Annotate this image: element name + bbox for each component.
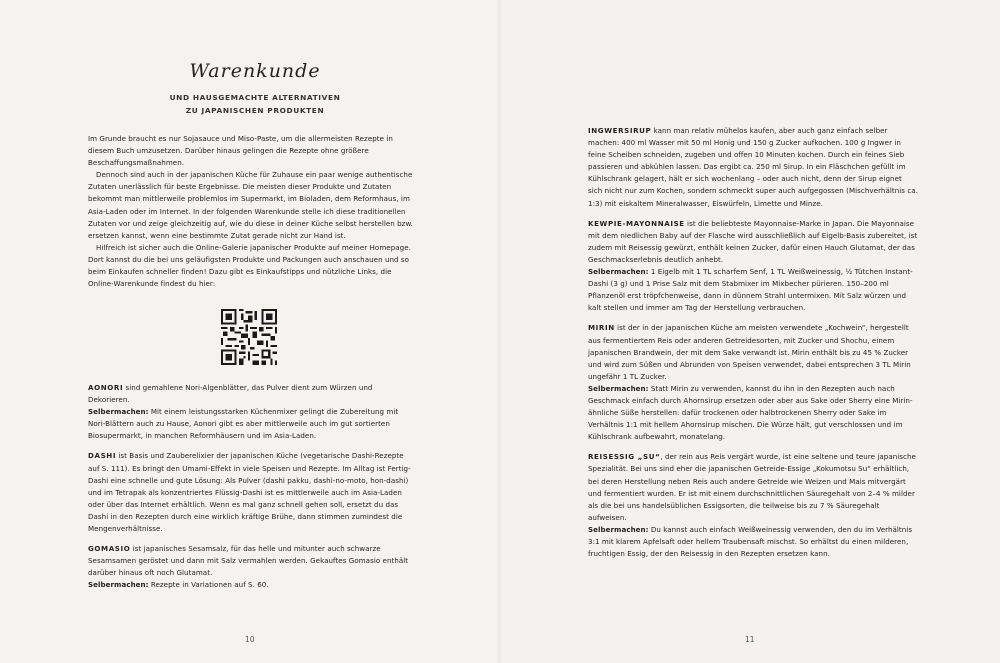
glossary-left [88,382,416,592]
book-spine [498,0,502,663]
page-number-left: 10 [245,635,255,644]
qr-code[interactable] [221,309,277,365]
entry-reisessig: REISESSIG „SU“, der rein aus Reis vergärt wurde, ist eine seltene und teure japanische Spezialität. Bei uns sind eher die japanischen Getreide-Essige „Kokumotsu Su“ erhältlich, bei deren Herstellung neben Reis auch andere Getreide wie Weizen und Mais mitvergärt und fermentiert wurden. Er ist mit einem durchschnittlichen Säuregehalt von 2–4 % milder als die bei uns handelsüblichen Essigsorten, die teilweise bis zu 7 % Säuregehalt aufweisen. [588,452,916,522]
term-reisessig: REISESSIG „SU“ [588,452,661,462]
entry-aonori: AONORI sind gemahlene Nori-Algenblätter, das Pulver dient zum Würzen und Dekorieren. [88,383,373,405]
page-subtitle [90,92,420,117]
subtitle-line-2: ZU JAPANISCHEN PRODUKTEN [185,105,325,115]
term-dashi: DASHI [88,451,117,461]
entry-kewpie: KEWPIE-MAYONNAISE ist die beliebteste Mayonnaise-Marke in Japan. Die Mayonnaise mit dem niedlichen Baby auf der Flasche wird ausschließlich auf Eigelb-Basis zubereitet, ist zudem mit Reisessig gewürzt, enthält keinen Zucker, dafür einen Hauch Glutamat, der das Geschmackserlebnis deutlich anhebt. [588,218,918,264]
entry-dashi: DASHI ist Basis und Zauberelixier der japanischen Küche (vegetarische Dashi-Rezepte auf S. 111). Es bringt den Umami-Effekt in viele Speisen und Rezepte. Im Alltag ist Fertig-Dashi eine schnelle und gute Lösung: Als Pulver (dashi pakku, dashi-no-moto, hon-dashi) und im Tetrapak als konzentriertes Flüssig-Dashi ist es mittlerweile auch im Asia-Laden oder über das Internet erhältlich. Wenn es mal ganz schnell gehen soll, ersetzt du das Dashi in den Rezepten durch eine wirklich kräftige Brühe, dann stimmen zumindest die Mengenverhältnisse. [88,451,411,534]
entry-mirin: MIRIN ist der in der japanischen Küche am meisten verwendete „Kochwein“, hergestellt aus fermentiertem Reis oder anderen Getreidesorten, mit Zucker und Shochu, einem japanischen Brandwein, der mit dem Sake verwandt ist. Mirin enthält bis zu 45 % Zucker und wird zum Süßen und Abrunden von Speisen verwendet, dabei entsprechen 3 TL Mirin ungefähr 1 TL Zucker. [588,323,911,381]
term-ingwersirup: INGWERSIRUP [588,126,652,135]
glossary-right [588,125,918,560]
term-kewpie: KEWPIE-MAYONNAISE [588,218,685,228]
selbermachen-reisessig: Selbermachen: Du kannst auch einfach Weißweinessig verwenden, den du im Verhältnis 3:1 mit klarem Apfelsaft oder hellem Traubensaft mischst. So erhältst du einen milderen, fruchtigen Essig, der den Reisessig in den Rezepten ersetzen kann. [588,524,913,559]
selbermachen-mirin: Selbermachen: Statt Mirin zu verwenden, kannst du ihn in den Rezepten auch nach Geschmack einfach durch Ahornsirup ersetzen oder aber aus Sake oder Sherry eine Mirin-ähnliche Süße herstellen: dafür trockenen oder halbtrockenen Sherry oder Sake im Verhältnis 1:1 mit hellem Ahornsirup mischen. Die Würze hält, gut verschlossen und im Kühlschrank aufbewahrt, monatelang. [588,383,913,442]
selbermachen-gomasio: Selbermachen: Rezepte in Variationen auf S. 60. [88,580,269,590]
intro-paragraph-3: Hilfreich ist sicher auch die Online-Galerie japanischer Produkte auf meiner Homepage. Dort kannst du die bei uns geläufigsten Produkte und Packungen auch anschauen und so beim Einkaufen schneller finden! Dazu gibt es Einkaufstipps und nützliche Links, die Online-Warenkunde findest du hier: [88,242,411,289]
page-title: Warenkunde [189,60,321,82]
intro-paragraph-1: Im Grunde braucht es nur Sojasauce und Miso-Paste, um die allermeisten Rezepte in diesem Buch umzusetzen. Darüber hinaus gelingen die Rezepte ohne größere Beschaffungsmaßnahmen. [88,134,393,168]
entry-ingwersirup: INGWERSIRUP kann man relativ mühelos kaufen, aber auch ganz einfach selber machen: 400 ml Wasser mit 50 ml Honig und 150 g Zucker aufkochen. 100 g Ingwer in feine Scheiben schneiden, zugeben und offen 10 Minuten kochen. Durch ein feines Sieb passieren und abkühlen lassen. Das ergibt ca. 250 ml Sirup. In ein Fläschchen gefüllt im Kühlschrank gelagert, hält er sich wochenlang – oder auch nicht, denn der Sirup eignet sich nicht nur zum Kochen, sondern schmeckt super auch aufgegossen (Mischverhältnis ca. 1:3) mit eiskaltem Mineralwasser, Eiswürfeln, Limette und Minze. [588,126,918,208]
intro-text [88,133,416,290]
intro-paragraph-2: Dennoch sind auch in der japanischen Küche für Zuhause ein paar wenige authentische Zutaten unerlässlich für beste Ergebnisse. Die meisten dieser Produkte und Zutaten bekommt man mittlerweile problemlos im Supermarkt, im Bioladen, dem Reformhaus, im Asia-Laden oder im Internet. In der folgenden Warenkunde stelle ich diese traditionellen Zutaten vor und zeige gleichzeitig auf, wie du diese in deiner Küche selbst herstellen bzw. ersetzen kannst, wenn eine bestimmte Zutat gerade nicht zur Hand ist. [88,170,413,240]
selbermachen-aonori: Selbermachen: Mit einem leistungsstarken Küchenmixer gelingt die Zubereitung mit Nori-Blättern auch zu Hause, Aonori gibt es aber mittlerweile auch im gut sortierten Biosupermarkt, in manchen Reformhäusern und im Asia-Laden. [88,407,399,441]
entry-gomasio: GOMASIO ist japanisches Sesamsalz, für das helle und mitunter auch schwarze Sesamsamen geröstet und dann mit Salz vermahlen werden. Gekauftes Gomasio enthält darüber hinaus oft noch Glutamat. [88,544,409,578]
term-gomasio: GOMASIO [88,544,131,554]
selbermachen-kewpie: Selbermachen: 1 Eigelb mit 1 TL scharfem Senf, 1 TL Weißweinessig, ½ Tütchen Instant-Dashi (3 g) und 1 Prise Salz mit dem Stabmixer im Mixbecher pürieren. 150–200 ml Pflanzenöl erst tröpfchenweise, dann in dünnem Strahl untermixen. Mit Salz würzen und kalt stellen und immer am Tag der Herstellung verbrauchen. [588,267,913,313]
term-mirin: MIRIN [588,323,615,333]
term-aonori: AONORI [88,383,124,392]
subtitle-line-1: UND HAUSGEMACHTE ALTERNATIVEN [169,93,341,102]
page-number-right: 11 [745,635,755,644]
